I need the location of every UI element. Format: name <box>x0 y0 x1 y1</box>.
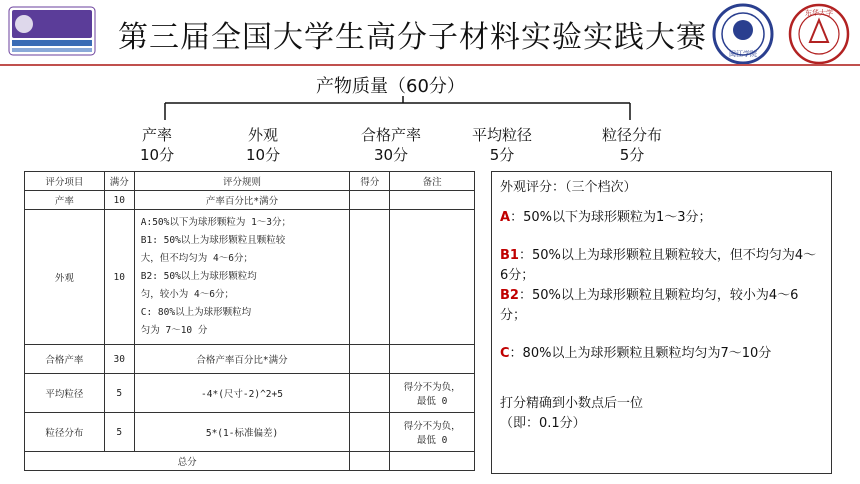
precision-rule: 打分精确到小数点后一位 <box>500 396 644 411</box>
row-item: 粒径分布 <box>25 413 105 452</box>
row-item: 平均粒径 <box>25 374 105 413</box>
note-line: 得分不为负， <box>403 382 461 393</box>
category-score: 30分 <box>373 146 409 164</box>
header-divider <box>0 64 860 66</box>
rule-line: A:50%以下为球形颗粒为 1～3分； <box>140 217 292 228</box>
row-rule <box>134 210 349 345</box>
category-appearance <box>246 125 280 165</box>
table-row <box>25 374 475 413</box>
grade-b2-text: ：50%以上为球形颗粒且颗粒均匀，较小为4～6分； <box>500 288 799 323</box>
category-size-distribution <box>602 125 662 165</box>
note-line: 得分不为负， <box>403 421 461 432</box>
row-max-score: 5 <box>104 374 134 413</box>
row-item: 外观 <box>25 210 105 345</box>
rule-line: 大，但不均匀为 4～6分； <box>140 253 253 264</box>
category-qualified-yield <box>361 125 421 165</box>
column-header: 评分规则 <box>134 172 349 191</box>
grade-c-text: ：80%以上为球形颗粒且颗粒均匀为7～10分 <box>509 346 772 361</box>
grade-b1-label: B1 <box>500 248 519 263</box>
rule-line: C: 80%以上为球形颗粒均 <box>140 307 252 318</box>
grade-a-label: A <box>500 210 511 225</box>
note-line: 最低 0 <box>416 435 448 446</box>
panel-heading: 外观评分：（三个档次） <box>500 180 637 195</box>
row-score-cell <box>350 345 390 374</box>
row-max-score: 5 <box>104 413 134 452</box>
grade-a <box>500 208 823 228</box>
row-note <box>390 413 475 452</box>
category-name: 外观 <box>248 126 279 144</box>
scoring-rubric-table <box>24 171 475 471</box>
total-note-cell <box>390 452 475 471</box>
grade-b2-label: B2 <box>500 288 519 303</box>
table-total-row <box>25 452 475 471</box>
rule-line: B2: 50%以上为球形颗粒均 <box>140 271 257 282</box>
rule-line: B1: 50%以上为球形颗粒且颗粒较 <box>140 235 286 246</box>
total-label: 总分 <box>25 452 350 471</box>
column-header: 得分 <box>350 172 390 191</box>
category-score: 10分 <box>246 146 281 164</box>
table-header-row <box>25 172 475 191</box>
category-score: 10分 <box>140 146 175 164</box>
grade-b2 <box>500 286 823 326</box>
row-score-cell <box>350 191 390 210</box>
column-header: 备注 <box>390 172 475 191</box>
total-score-cell <box>350 452 390 471</box>
column-header: 满分 <box>104 172 134 191</box>
table-row <box>25 191 475 210</box>
rule-line: 匀，较小为 4～6分； <box>140 289 234 300</box>
row-score-cell <box>350 210 390 345</box>
appearance-scoring-panel <box>491 171 832 474</box>
category-score: 5分 <box>619 146 645 164</box>
row-rule: -4*(尺寸-2)^2+5 <box>134 374 349 413</box>
row-note <box>390 374 475 413</box>
row-max-score: 30 <box>104 345 134 374</box>
category-name: 产率 <box>142 126 173 144</box>
row-item: 产率 <box>25 191 105 210</box>
logo-seal-text: 闽江学院 <box>729 50 757 58</box>
column-header: 评分项目 <box>25 172 105 191</box>
grade-b1-text: ：50%以上为球形颗粒且颗粒较大，但不均匀为4～6分； <box>500 248 817 283</box>
grade-c-label: C <box>500 346 510 361</box>
page-title: 第三届全国大学生高分子材料实验实践大赛 <box>118 20 707 55</box>
category-score: 5分 <box>489 146 515 164</box>
category-average-size <box>472 125 532 165</box>
category-name: 平均粒径 <box>472 126 533 144</box>
row-max-score: 10 <box>104 191 134 210</box>
row-score-cell <box>350 413 390 452</box>
note-line: 最低 0 <box>416 396 448 407</box>
logo-seal-text: 东华大学 <box>805 9 833 17</box>
rule-line: 匀为 7～10 分 <box>140 325 208 336</box>
minjiang-university-logo <box>708 2 778 66</box>
donghua-university-logo <box>784 2 854 66</box>
product-quality-heading: 产物质量（60分） <box>316 76 465 97</box>
row-score-cell <box>350 374 390 413</box>
row-item: 合格产率 <box>25 345 105 374</box>
row-max-score: 10 <box>104 210 134 345</box>
row-note <box>390 191 475 210</box>
table-row <box>25 345 475 374</box>
grade-c <box>500 344 823 364</box>
row-note <box>390 210 475 345</box>
grade-a-text: ：50%以下为球形颗粒为1～3分； <box>510 210 712 225</box>
grade-b1 <box>500 246 823 286</box>
category-name: 粒径分布 <box>602 126 663 144</box>
table-row <box>25 210 475 345</box>
precision-note: （即：0.1分） <box>500 416 586 431</box>
row-rule: 产率百分比*满分 <box>134 191 349 210</box>
category-yield <box>140 125 174 165</box>
row-note <box>390 345 475 374</box>
category-name: 合格产率 <box>361 126 422 144</box>
row-rule: 5*(1-标准偏差) <box>134 413 349 452</box>
competition-logo <box>8 6 96 56</box>
row-rule: 合格产率百分比*满分 <box>134 345 349 374</box>
table-row <box>25 413 475 452</box>
